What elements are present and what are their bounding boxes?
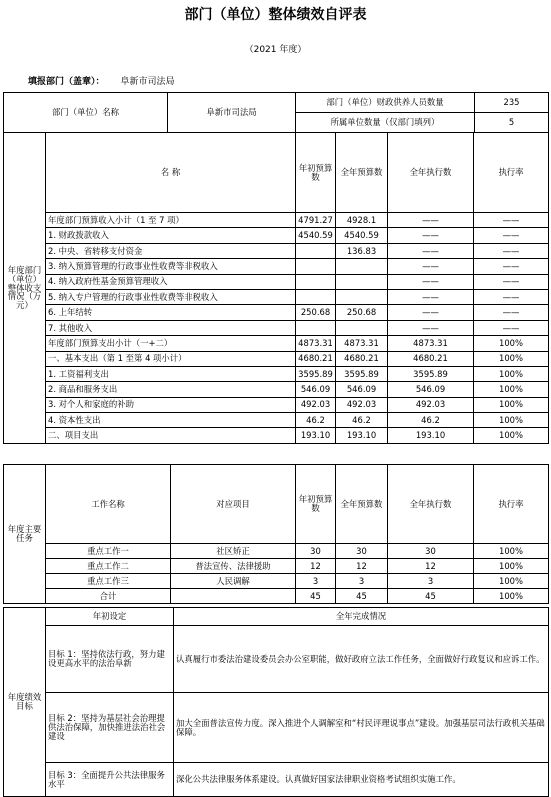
budget-full: 4680.21	[336, 351, 388, 366]
budget-full: 492.03	[336, 397, 388, 412]
sub-unit-value: 5	[475, 113, 549, 133]
budget-initial: 4540.59	[296, 228, 336, 243]
budget-full	[336, 259, 388, 274]
budget-rate: 100%	[474, 428, 549, 443]
budget-rate: ——	[474, 289, 549, 304]
table-row	[4, 626, 549, 693]
unit-name: 阜新市司法局	[120, 77, 175, 87]
budget-initial: 4873.31	[296, 336, 336, 351]
budget-initial: 3595.89	[296, 366, 336, 381]
task-name: 重点工作二	[46, 559, 171, 574]
goal-done: 深化公共法律服务体系建设。认真做好国家法律职业资格考试组织实施工作。	[174, 763, 549, 797]
goals-side-label: 年度绩效目标	[4, 608, 46, 797]
table-row	[4, 589, 549, 604]
table-row	[4, 274, 549, 289]
budget-exec: ——	[388, 243, 474, 258]
unit-line	[28, 74, 175, 87]
task-exec: 30	[388, 544, 474, 559]
tasks-col-exec: 全年执行数	[388, 465, 474, 544]
budget-rate: 100%	[474, 366, 549, 381]
page-title: 部门（单位）整体绩效自评表	[184, 7, 367, 23]
tasks-col-initial: 年初预算数	[296, 465, 336, 544]
task-initial: 30	[296, 544, 336, 559]
goal-plan: 目标 2：坚持为基层社会治理提供法治保障，加快推进法治社会建设	[46, 693, 174, 763]
tasks-col-full: 全年预算数	[336, 465, 388, 544]
budget-rate: 100%	[474, 382, 549, 397]
goals-col-done: 全年完成情况	[174, 608, 549, 626]
budget-rate: ——	[474, 213, 549, 228]
budget-item-name: 4. 纳入政府性基金预算管理收入	[46, 274, 296, 289]
budget-col-initial: 年初预算数	[296, 133, 336, 213]
table-row	[4, 366, 549, 381]
table-row	[4, 693, 549, 763]
task-item	[171, 589, 296, 604]
task-rate: 100%	[474, 559, 549, 574]
budget-full: 3595.89	[336, 366, 388, 381]
table-row	[4, 428, 549, 443]
task-name: 重点工作三	[46, 574, 171, 589]
task-initial: 45	[296, 589, 336, 604]
tasks-col-item: 对应项目	[171, 465, 296, 544]
budget-initial: 4680.21	[296, 351, 336, 366]
tasks-col-rate: 执行率	[474, 465, 549, 544]
table-row	[4, 289, 549, 304]
budget-full: 4873.31	[336, 336, 388, 351]
budget-col-exec: 全年执行数	[388, 133, 474, 213]
budget-item-name: 5. 纳入专户管理的行政事业性收费等非税收入	[46, 289, 296, 304]
goal-done: 认真履行市委法治建设委员会办公室职能，做好政府立法工作任务，全面做好行政复议和应诉工作。	[174, 626, 549, 693]
sub-unit-label: 所属单位数量（仅部门填列）	[296, 113, 475, 133]
budget-rate: ——	[474, 243, 549, 258]
budget-item-name: 年度部门预算支出小计（一+二）	[46, 336, 296, 351]
task-exec: 45	[388, 589, 474, 604]
budget-rate: 100%	[474, 336, 549, 351]
budget-initial: 46.2	[296, 413, 336, 428]
budget-item-name: 3. 纳入预算管理的行政事业性收费等非税收入	[46, 259, 296, 274]
budget-exec: 46.2	[388, 413, 474, 428]
budget-item-name: 年度部门预算收入小计（1 至 7 项）	[46, 213, 296, 228]
task-item: 人民调解	[171, 574, 296, 589]
task-full: 45	[336, 589, 388, 604]
budget-col-name: 名 称	[46, 133, 296, 213]
budget-rate: 100%	[474, 397, 549, 412]
budget-rate: 100%	[474, 351, 549, 366]
table-row	[4, 336, 549, 351]
budget-col-rate: 执行率	[474, 133, 549, 213]
budget-rate: ——	[474, 259, 549, 274]
budget-item-name: 1. 财政拨款收入	[46, 228, 296, 243]
budget-col-full: 全年预算数	[336, 133, 388, 213]
table-row	[4, 320, 549, 335]
budget-exec: 492.03	[388, 397, 474, 412]
task-rate: 100%	[474, 544, 549, 559]
budget-exec: 4873.31	[388, 336, 474, 351]
tasks-side-label: 年度主要任务	[4, 465, 46, 604]
budget-item-name: 2. 中央、省转移支付资金	[46, 243, 296, 258]
table-row	[4, 259, 549, 274]
unit-label: 填报部门（盖章）：	[28, 77, 105, 87]
budget-table	[3, 132, 549, 444]
task-rate: 100%	[474, 589, 549, 604]
budget-rate: ——	[474, 274, 549, 289]
report-year: （2021 年度）	[244, 45, 307, 55]
budget-initial: 546.09	[296, 382, 336, 397]
budget-full	[336, 274, 388, 289]
goal-done: 加大全面普法宣传力度。深入推进个人调解室和“村民评理说事点”建设。加强基层司法行政机关基础保障。	[174, 693, 549, 763]
task-full: 30	[336, 544, 388, 559]
budget-initial	[296, 259, 336, 274]
budget-initial: 250.68	[296, 305, 336, 320]
budget-rate: ——	[474, 228, 549, 243]
budget-rate: ——	[474, 305, 549, 320]
task-item: 社区矫正	[171, 544, 296, 559]
header-table	[3, 92, 549, 133]
budget-initial: 4791.27	[296, 213, 336, 228]
staff-count-value: 235	[475, 93, 549, 113]
dept-name-label: 部门（单位）名称	[4, 93, 168, 133]
budget-rate: 100%	[474, 413, 549, 428]
table-row	[4, 243, 549, 258]
budget-full	[336, 289, 388, 304]
table-row	[4, 382, 549, 397]
table-row	[4, 544, 549, 559]
goal-plan: 目标 1：坚持依法行政，努力建设更高水平的法治阜新	[46, 626, 174, 693]
table-row	[4, 213, 549, 228]
task-full: 3	[336, 574, 388, 589]
budget-item-name: 2. 商品和服务支出	[46, 382, 296, 397]
table-row	[4, 763, 549, 797]
budget-item-name: 二、项目支出	[46, 428, 296, 443]
budget-full: 546.09	[336, 382, 388, 397]
budget-exec: ——	[388, 213, 474, 228]
dept-name-value: 阜新市司法局	[168, 93, 296, 133]
table-row	[4, 413, 549, 428]
tasks-table	[3, 464, 549, 604]
budget-exec: 193.10	[388, 428, 474, 443]
budget-full: 4928.1	[336, 213, 388, 228]
budget-exec: ——	[388, 259, 474, 274]
budget-item-name: 一、基本支出（第 1 至第 4 项小计）	[46, 351, 296, 366]
goal-plan: 目标 3：全面提升公共法律服务水平	[46, 763, 174, 797]
budget-exec: 3595.89	[388, 366, 474, 381]
budget-initial	[296, 274, 336, 289]
task-name: 重点工作一	[46, 544, 171, 559]
table-row	[4, 574, 549, 589]
budget-exec: 546.09	[388, 382, 474, 397]
budget-item-name: 7. 其他收入	[46, 320, 296, 335]
budget-exec: ——	[388, 305, 474, 320]
task-name: 合计	[46, 589, 171, 604]
budget-item-name: 4. 资本性支出	[46, 413, 296, 428]
budget-exec: ——	[388, 274, 474, 289]
goals-col-plan: 年初设定	[46, 608, 174, 626]
task-exec: 3	[388, 574, 474, 589]
tasks-col-name: 工作名称	[46, 465, 171, 544]
budget-initial	[296, 243, 336, 258]
table-row	[4, 228, 549, 243]
task-initial: 12	[296, 559, 336, 574]
budget-initial: 193.10	[296, 428, 336, 443]
budget-item-name: 1. 工资福利支出	[46, 366, 296, 381]
goals-table	[3, 607, 549, 797]
budget-item-name: 6. 上年结转	[46, 305, 296, 320]
table-row	[4, 351, 549, 366]
budget-full: 136.83	[336, 243, 388, 258]
budget-item-name: 3. 对个人和家庭的补助	[46, 397, 296, 412]
table-row	[4, 305, 549, 320]
budget-full: 250.68	[336, 305, 388, 320]
task-exec: 12	[388, 559, 474, 574]
budget-full: 193.10	[336, 428, 388, 443]
budget-side-label: 年度部门（单位）整体收支情况（万元）	[4, 133, 46, 444]
table-row	[4, 559, 549, 574]
budget-initial	[296, 320, 336, 335]
budget-exec: 4680.21	[388, 351, 474, 366]
budget-full	[336, 320, 388, 335]
staff-count-label: 部门（单位）财政供养人员数量	[296, 93, 475, 113]
budget-exec: ——	[388, 289, 474, 304]
task-item: 普法宣传、法律援助	[171, 559, 296, 574]
budget-full: 4540.59	[336, 228, 388, 243]
budget-initial: 492.03	[296, 397, 336, 412]
budget-exec: ——	[388, 228, 474, 243]
task-full: 12	[336, 559, 388, 574]
task-initial: 3	[296, 574, 336, 589]
budget-exec: ——	[388, 320, 474, 335]
table-row	[4, 397, 549, 412]
budget-initial	[296, 289, 336, 304]
budget-full: 46.2	[336, 413, 388, 428]
task-rate: 100%	[474, 574, 549, 589]
budget-rate: ——	[474, 320, 549, 335]
